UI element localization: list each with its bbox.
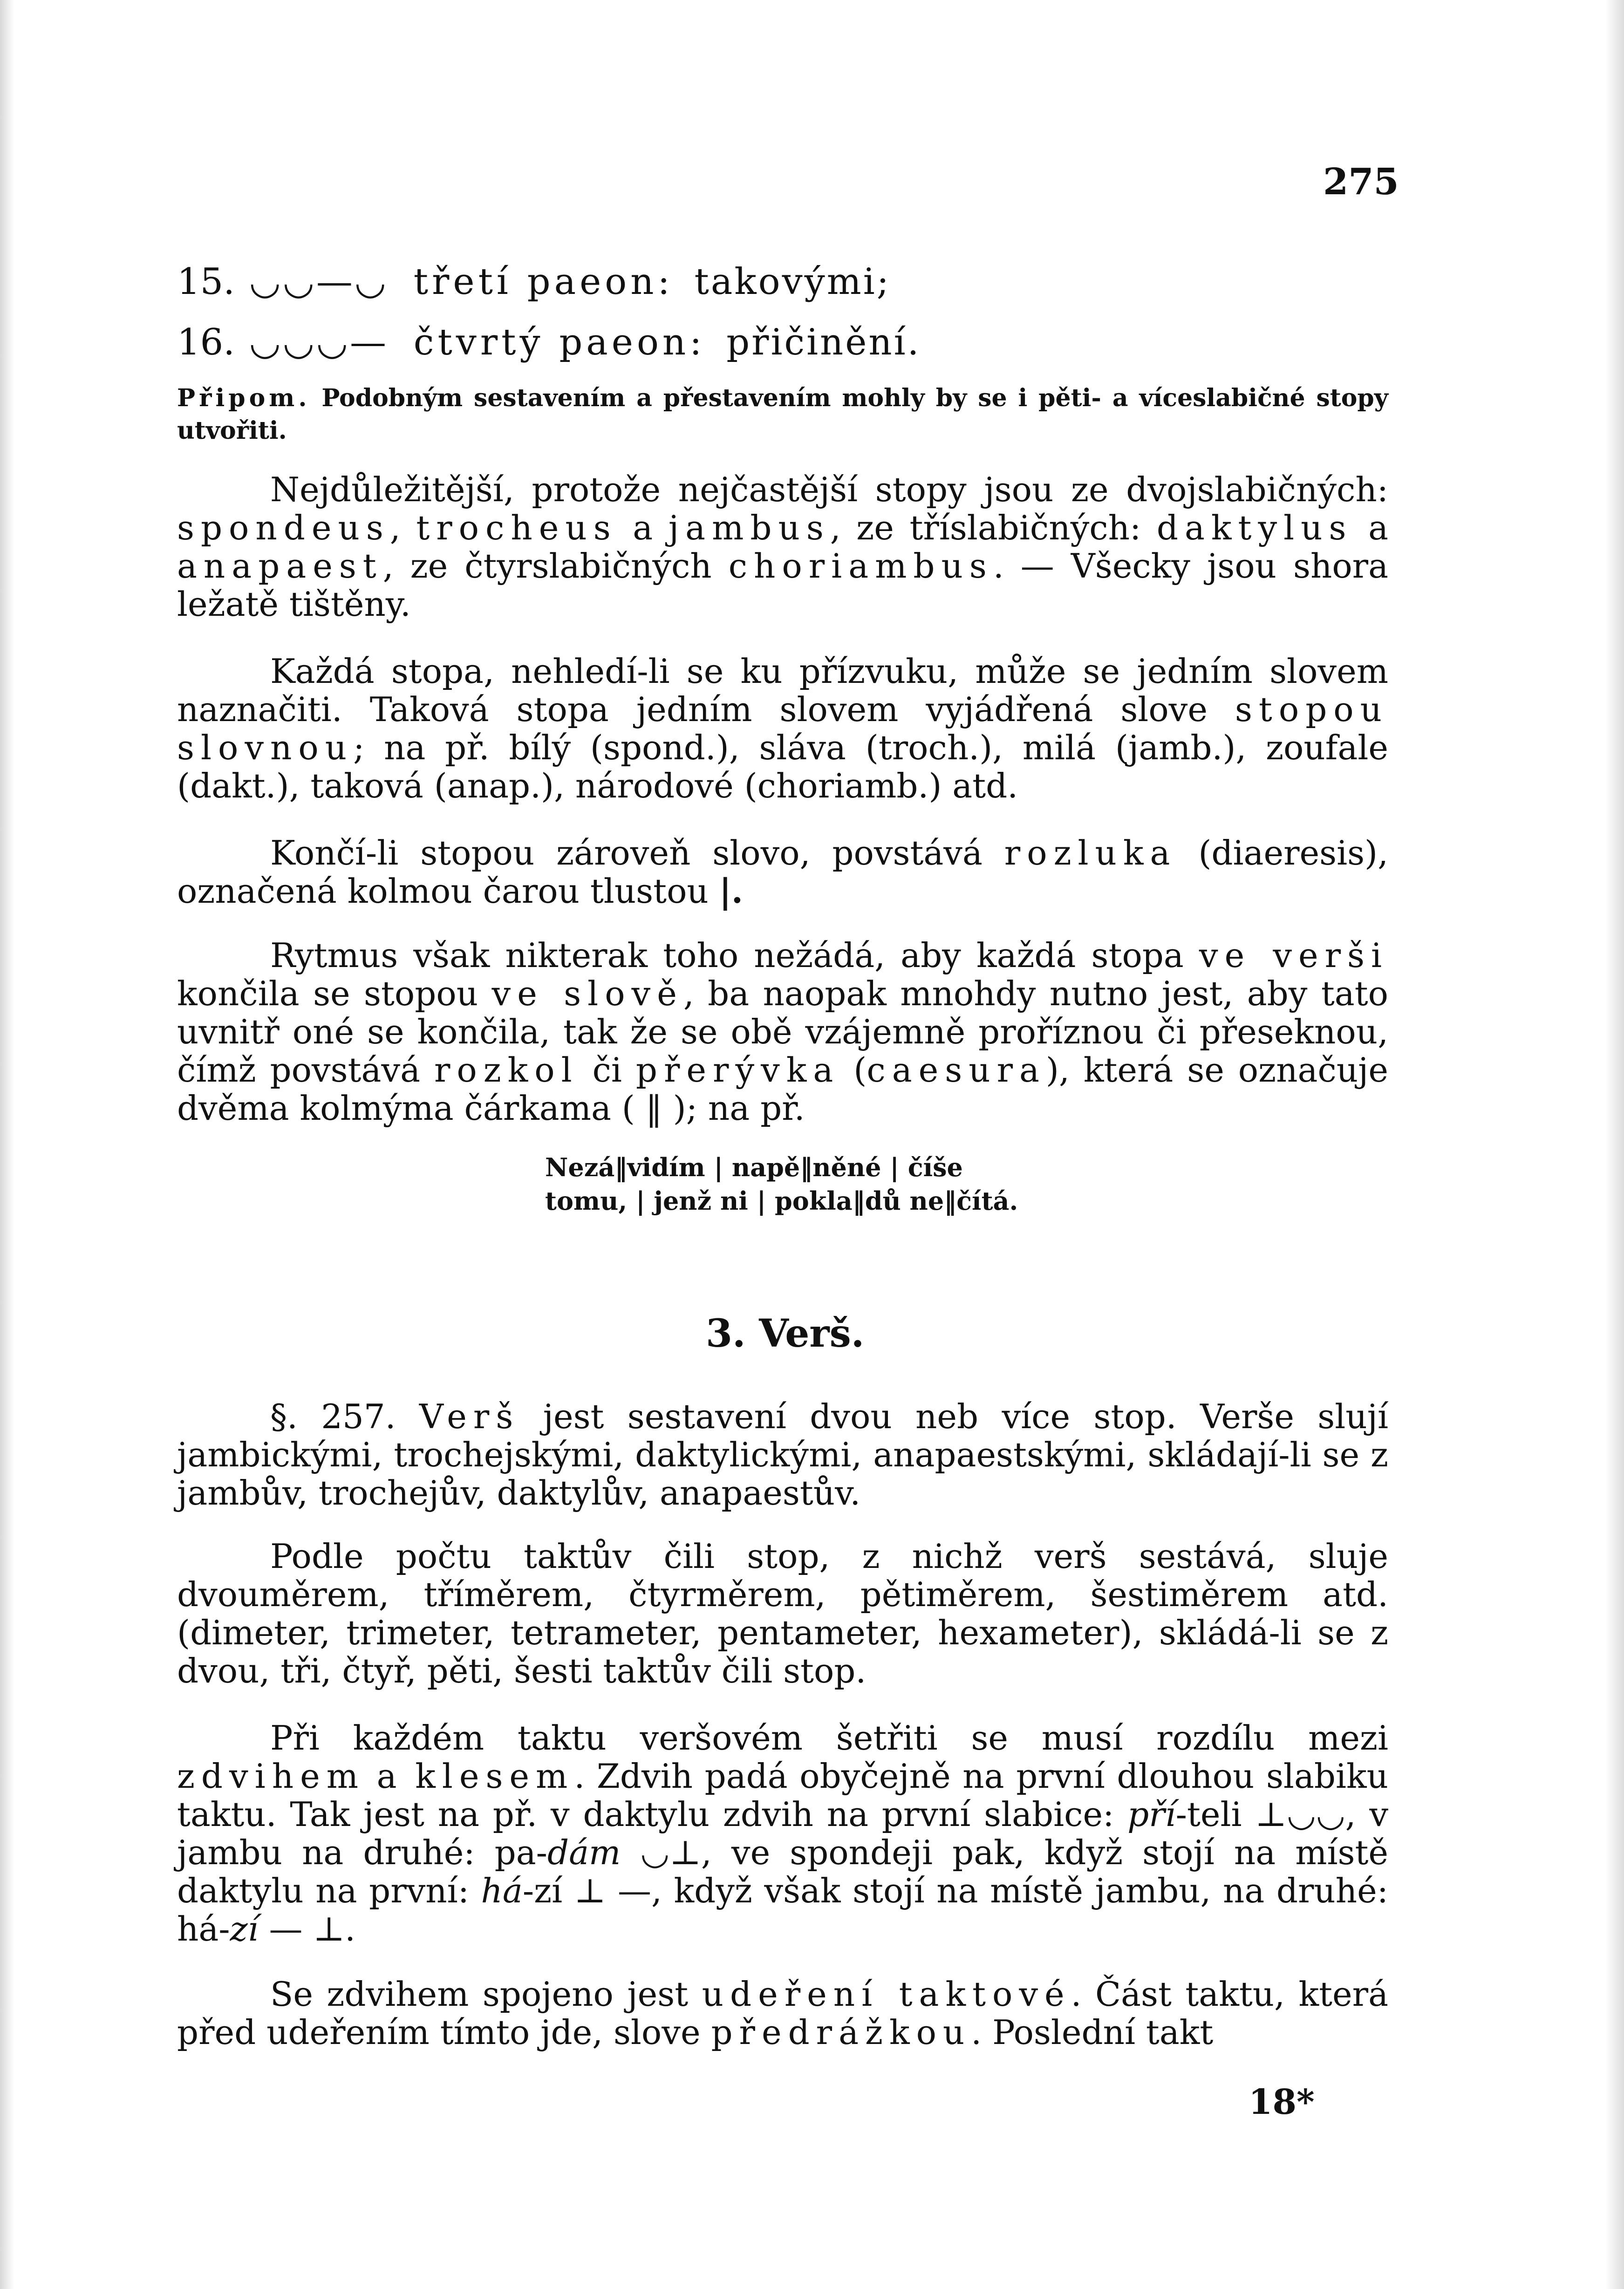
term-spaced: přerývka: [635, 1050, 840, 1090]
text-run: a: [633, 508, 653, 547]
text-run: ◡⊥, ve spondeji pak, když stojí na místě daktylu na první:: [177, 1833, 1389, 1910]
section-heading: 3. Verš.: [706, 1311, 865, 1356]
text-run: Při každém taktu veršovém šetřiti se musí rozdílu mezi: [270, 1718, 1388, 1758]
term-spaced: rozluka: [1004, 833, 1177, 872]
text-run: , ba naopak mnohdy nutno jest, aby tato uvnitř oné se končila, tak že se obě vzájemně proříznou či přeseknou, čímž povstává: [177, 974, 1388, 1090]
term-spaced: caesura: [867, 1050, 1046, 1090]
text-run: a: [376, 1757, 403, 1796]
text-run: . Část taktu, která před udeřením tímto jde, slove: [177, 1975, 1389, 2052]
text-run: Nejdůležitější, protože nejčastější stopy jsou ze dvojslabičných:: [270, 470, 1388, 509]
remark-text: Podobným sestavením a přestavením mohly by se i pěti- a víceslabičné stopy utvořiti.: [177, 384, 1388, 445]
term-spaced: trocheus: [416, 508, 617, 547]
text-run: končila se stopou: [177, 974, 478, 1013]
foot-entry: [177, 261, 891, 303]
term-spaced: ve slově: [491, 974, 683, 1013]
section-number: §. 257.: [270, 1397, 396, 1436]
meter-scheme: ◡◡—◡: [249, 261, 388, 303]
verse-line: Nezá‖vidím | napě‖něné | číše: [545, 1152, 963, 1182]
meter-scheme: ◡◡◡—: [249, 321, 388, 363]
foot-entry: [177, 321, 921, 363]
term-spaced: anapaest: [177, 546, 383, 586]
term-spaced: daktylus: [1156, 508, 1353, 547]
text-run: -zí ⊥ —, když však stojí na místě jambu, na druhé:: [522, 1871, 1389, 1910]
text-run: -teli ⊥◡◡, v jambu na druhé: pa-: [177, 1795, 1388, 1872]
stressed-syllable: dám: [547, 1833, 621, 1872]
text-run: (diaeresis), označená kolmou čarou tlustou: [177, 833, 1389, 911]
remark-note: [177, 382, 1388, 447]
term-spaced: jambus: [668, 508, 830, 547]
example-verse: [545, 1151, 1197, 1218]
paragraph-verse-definition: [177, 1397, 1388, 1512]
page-number: 275: [1323, 161, 1399, 203]
diaeresis-mark: |.: [719, 871, 743, 911]
term-spaced: klesem: [415, 1757, 574, 1796]
remark-lead: Připom.: [177, 384, 311, 412]
sheet-signature: 18*: [1249, 2082, 1315, 2122]
text-run: . Poslední takt: [971, 2013, 1214, 2052]
foot-example: takovými;: [694, 261, 891, 303]
foot-number: 15.: [177, 261, 235, 303]
foot-number: 16.: [177, 321, 235, 363]
stressed-syllable: zí: [230, 1909, 259, 1948]
verse-line: tomu, | jenž ni | pokla‖dů ne‖čítá.: [545, 1186, 1018, 1216]
term-spaced: spondeus: [177, 508, 390, 547]
text-run: Se zdvihem spojeno jest: [270, 1975, 689, 2014]
text-run: ; na př. bílý (spond.), sláva (troch.), milá (jamb.), zoufale (dakt.), taková (anap.), národové (choriamb.) atd.: [177, 728, 1388, 805]
text-run: Rytmus však nikterak toho nežádá, aby každá stopa: [270, 936, 1184, 975]
text-run: a: [1368, 508, 1389, 547]
paragraph-downbeat: [177, 1975, 1388, 2051]
text-run: Každá stopa, nehledí-li se ku přízvuku, může se jedním slovem naznačiti. Taková stopa jedním slovem vyjádřená slove: [177, 652, 1388, 729]
term-spaced: choriambus: [728, 546, 993, 586]
scan-edge-left: [0, 0, 14, 2289]
term-spaced: Verš: [419, 1397, 520, 1436]
text-run: , ze čtyrslabičných: [382, 546, 712, 586]
paragraph-common-feet: [177, 470, 1388, 623]
text-run: či: [592, 1050, 622, 1090]
term-spaced: udeření taktové: [702, 1975, 1071, 2014]
paragraph-arsis-thesis: [177, 1719, 1388, 1948]
text-run: . Zdvih padá obyčejně na první dlouhou slabiku taktu. Tak jest na př. v daktylu zdvih na první slabice:: [177, 1757, 1389, 1834]
paragraph-word-feet: [177, 652, 1388, 805]
text-run: Končí-li stopou zároveň slovo, povstává: [270, 833, 983, 872]
term-spaced: zdvihem: [177, 1757, 365, 1796]
term-spaced: rozkol: [434, 1050, 579, 1090]
scan-edge-right: [1605, 0, 1624, 2289]
text-run: jest sestavení dvou neb více stop. Verše slují jambickými, trochejskými, daktylickými, anapaestskými, skládají-li se z jambův, trochejův, daktylův, anapaestův.: [177, 1397, 1389, 1512]
foot-example: přičinění.: [726, 321, 921, 363]
term-spaced: stopou slovnou: [177, 690, 1389, 767]
term-spaced: předrážkou: [711, 2013, 971, 2052]
text-run: ,: [389, 508, 401, 547]
text-run: — ⊥.: [269, 1909, 355, 1948]
stressed-syllable: pří: [1127, 1795, 1176, 1834]
stressed-syllable: há: [481, 1871, 523, 1910]
term-spaced: ve verši: [1199, 936, 1388, 975]
text-run: Podle počtu taktův čili stop, z nichž verš sestává, sluje dvouměrem, tříměrem, čtyrměrem, pětiměrem, šestiměrem atd. (dimeter, trimeter, tetrameter, pentameter, hexameter), skládá-li se z dvou, tři, čtyř, pěti, šesti taktův čili stop.: [177, 1537, 1388, 1690]
paragraph-diaeresis: [177, 834, 1388, 910]
text-run: ), která se označuje dvěma kolmýma čárkama ( ‖ ); na př.: [177, 1050, 1388, 1128]
text-run: , ze tříslabičných:: [830, 508, 1141, 547]
foot-name: čtvrtý paeon:: [413, 321, 706, 363]
text-run: há-: [177, 1909, 230, 1948]
text-run: (: [853, 1050, 867, 1090]
paragraph-caesura: [177, 936, 1388, 1127]
paragraph-meter-count: [177, 1537, 1388, 1690]
foot-name: třetí paeon:: [413, 261, 674, 303]
text-run: . — Všecky jsou shora ležatě tištěny.: [177, 546, 1389, 624]
